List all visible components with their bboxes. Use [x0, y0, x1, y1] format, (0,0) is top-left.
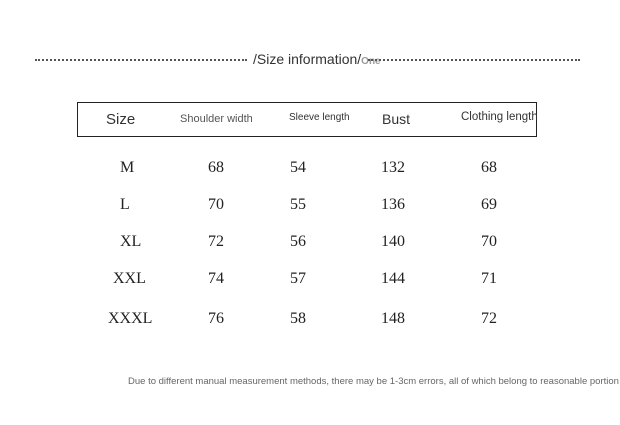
- header-sleeve-length: Sleeve length: [289, 112, 350, 123]
- title-suffix: One: [361, 56, 381, 67]
- cell-bust: 148: [381, 310, 405, 327]
- cell-sleeve: 54: [290, 159, 306, 176]
- cell-size: XXXL: [108, 310, 153, 327]
- cell-bust: 140: [381, 233, 405, 250]
- table-row: [0, 159, 620, 185]
- measurement-note: Due to different manual measurement methods, there may be 1-3cm errors, all of which belong to reasonable portion: [128, 376, 619, 387]
- header-shoulder-width: Shoulder width: [180, 113, 253, 125]
- cell-shoulder: 72: [208, 233, 224, 250]
- table-row: [0, 233, 620, 259]
- cell-bust: 136: [381, 196, 405, 213]
- cell-size: M: [120, 159, 135, 176]
- cell-sleeve: 55: [290, 196, 306, 213]
- table-row: [0, 270, 620, 296]
- title-text: /Size information/: [253, 51, 362, 67]
- cell-bust: 144: [381, 270, 405, 287]
- header-bust: Bust: [382, 111, 411, 127]
- cell-bust: 132: [381, 159, 405, 176]
- page-title: [253, 51, 381, 67]
- cell-shoulder: 70: [208, 196, 224, 213]
- header-clothing-length: Clothing length: [461, 111, 538, 123]
- cell-clothing: 69: [481, 196, 497, 213]
- dotted-divider-right: [368, 59, 580, 61]
- cell-size: XXL: [113, 270, 146, 287]
- title-row: [35, 50, 580, 70]
- cell-clothing: 71: [481, 270, 497, 287]
- cell-clothing: 68: [481, 159, 497, 176]
- cell-clothing: 70: [481, 233, 497, 250]
- dotted-divider-left: [35, 59, 247, 61]
- table-row: [0, 310, 620, 336]
- cell-shoulder: 68: [208, 159, 224, 176]
- cell-sleeve: 57: [290, 270, 306, 287]
- table-header: [77, 102, 537, 137]
- cell-shoulder: 74: [208, 270, 224, 287]
- cell-size: XL: [120, 233, 142, 250]
- cell-clothing: 72: [481, 310, 497, 327]
- header-size: Size: [106, 111, 136, 128]
- cell-sleeve: 58: [290, 310, 306, 327]
- cell-sleeve: 56: [290, 233, 306, 250]
- cell-shoulder: 76: [208, 310, 224, 327]
- table-row: [0, 196, 620, 222]
- cell-size: L: [120, 196, 130, 213]
